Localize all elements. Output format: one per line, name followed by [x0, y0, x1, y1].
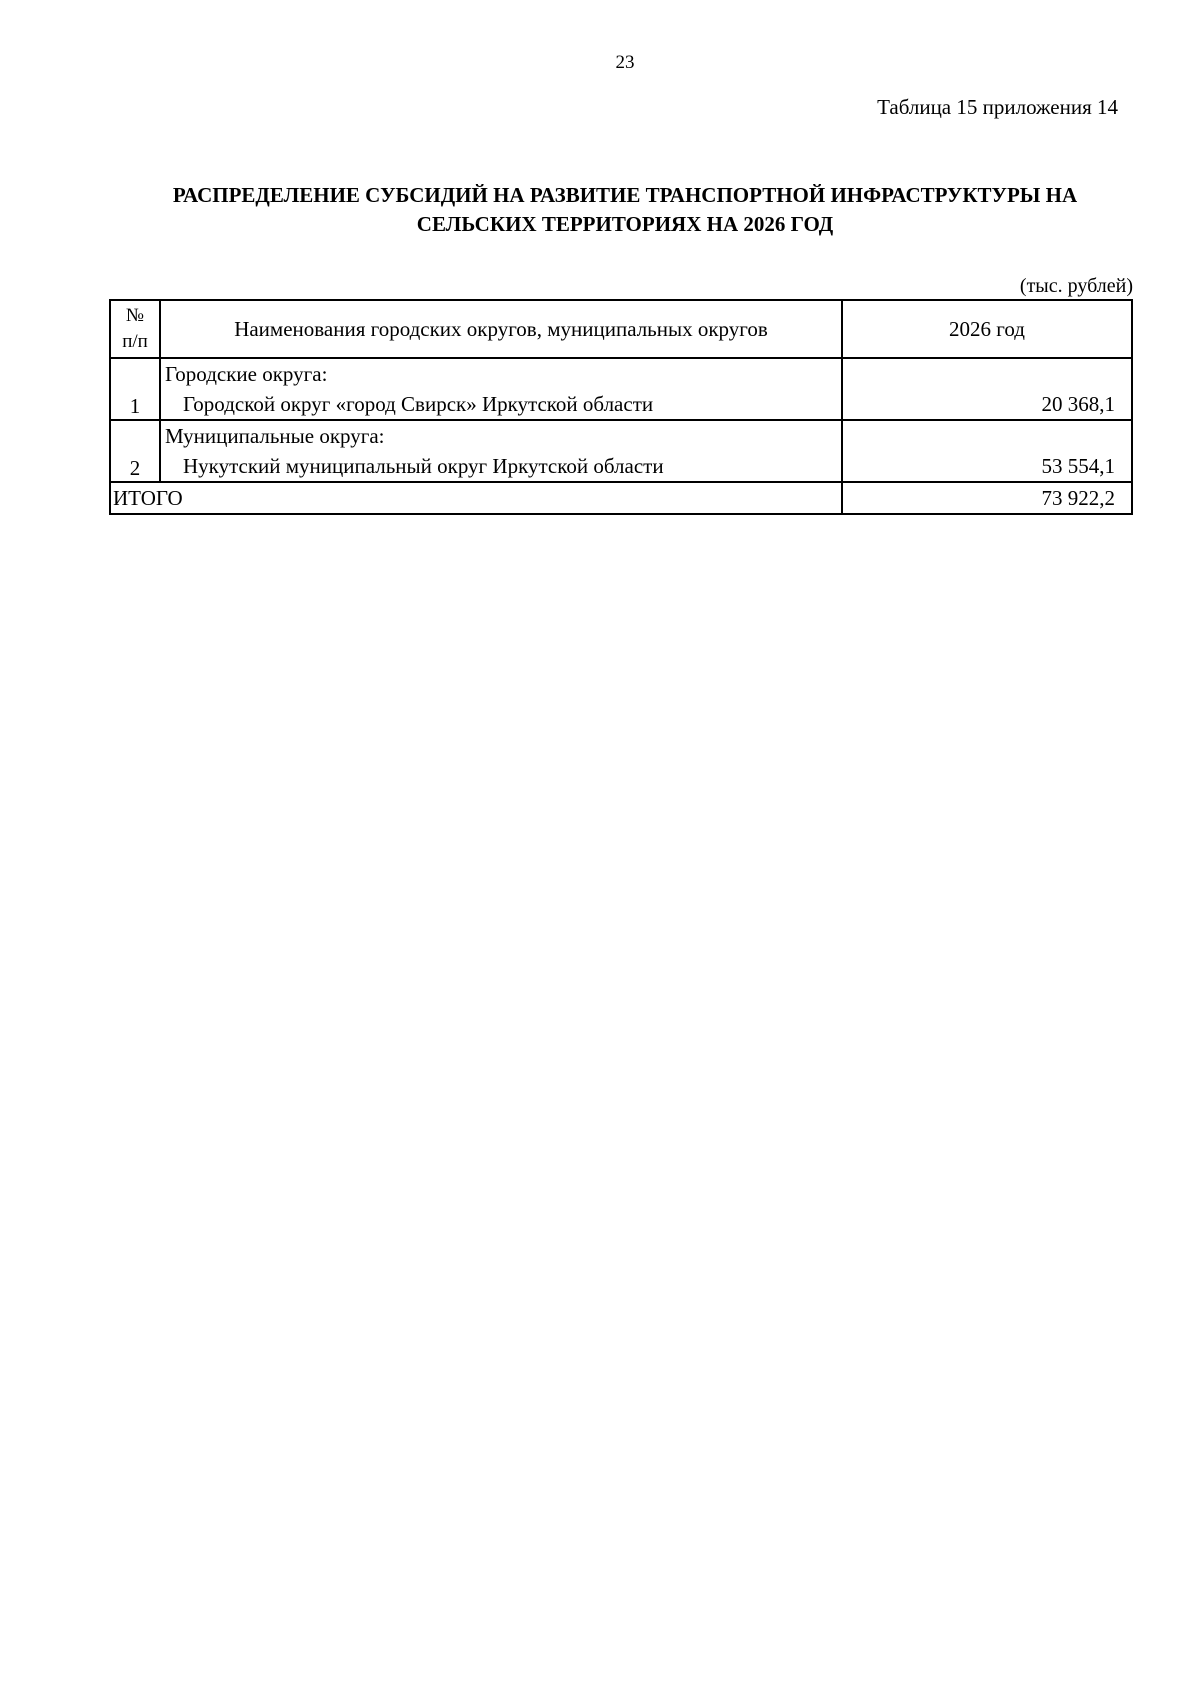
- group-label: Городские округа:: [165, 362, 328, 386]
- row-amount: 53 554,1: [842, 420, 1132, 482]
- row-number: 1: [110, 358, 160, 420]
- page-number: 23: [615, 52, 635, 73]
- subsidy-table: [109, 299, 1133, 515]
- document-title-line-1: РАСПРЕДЕЛЕНИЕ СУБСИДИЙ НА РАЗВИТИЕ ТРАНСПОРТНОЙ ИНФРАСТРУКТУРЫ НА: [172, 183, 1078, 207]
- table-reference: Таблица 15 приложения 14: [877, 95, 1118, 119]
- table-row: [110, 420, 1132, 482]
- total-amount: 73 922,2: [842, 482, 1132, 514]
- entity-name: Городской округ «город Свирск» Иркутской области: [183, 392, 654, 416]
- document-title-line-2: СЕЛЬСКИХ ТЕРРИТОРИЯХ НА 2026 ГОД: [416, 212, 834, 236]
- header-name: Наименования городских округов, муниципальных округов: [160, 300, 842, 358]
- table-header-row: [110, 300, 1132, 358]
- units-label: (тыс. рублей): [1019, 275, 1133, 297]
- row-number: 2: [110, 420, 160, 482]
- header-year: 2026 год: [842, 300, 1132, 358]
- total-row: [110, 482, 1132, 514]
- row-name-cell: [160, 358, 842, 420]
- document-title: [110, 181, 1140, 239]
- table-row: [110, 358, 1132, 420]
- header-number-line-1: №: [125, 305, 145, 326]
- row-name-cell: [160, 420, 842, 482]
- row-amount: 20 368,1: [842, 358, 1132, 420]
- entity-name: Нукутский муниципальный округ Иркутской области: [183, 454, 664, 478]
- header-number: [110, 300, 160, 358]
- header-number-line-2: п/п: [122, 331, 148, 352]
- total-label: ИТОГО: [110, 482, 842, 514]
- group-label: Муниципальные округа:: [165, 424, 385, 448]
